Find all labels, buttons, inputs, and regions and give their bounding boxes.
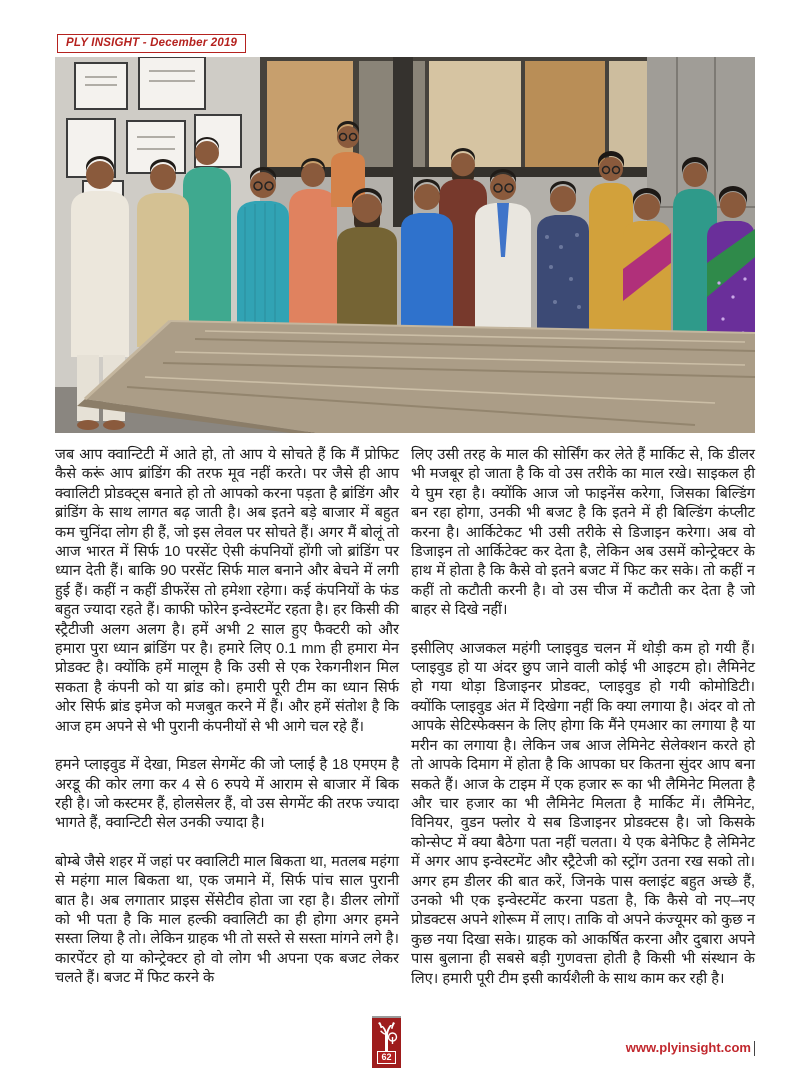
article-paragraph: बोम्बे जैसे शहर में जहां पर क्वालिटी माल बिकता था, मतलब महंगा से महंगा माल बिकता था, एक जमाने में, सिर्फ पांच साल पुरानी बात है। अब लगातार प्राइस सेंसेटीव होता जा रहा है। डीलर लोगों को भी पता है कि माल हल्की क्वालिटी का ही होगा अगर हमने सस्ता लिया है तो। लेकिन ग्राहक भी तो सस्ते से सस्ता मांगने लगे है। कारपेंटर हो या कोन्ट्रेक्टर हो वो लोग भी अपना एक बजट लेकर चलते हैं। बजट में फिट करने के (55, 853, 399, 987)
article-right-column (411, 446, 755, 1008)
article-left-column (55, 446, 399, 1008)
cursor-bar (754, 1041, 755, 1056)
issue-badge: PLY INSIGHT - December 2019 (57, 34, 246, 53)
group-photo-illustration (55, 57, 755, 433)
page-number: 62 (377, 1051, 395, 1064)
website-link: www.plyinsight.com (625, 1040, 751, 1055)
website-footer (0, 1040, 755, 1056)
article-paragraph: हमने प्लाइवुड में देखा, मिडल सेगमेंट की जो प्लाई है 18 एमएम है अरडू की कोर लगा कर 4 से 6 रुपये में आराम से बाजार में बिक रही है। जो कस्टमर हैं, होलसेलर हैं, वो उस सेगमेंट की तरफ ज्यादा भागते हैं, क्वान्टिटी सेल उनकी ज्यादा है। (55, 757, 399, 832)
wood-table (77, 321, 755, 433)
article-paragraph: जब आप क्वान्टिटी में आते हो, तो आप ये सोचते हैं कि मैं प्रोफिट कैसे करूं आप ब्रांडिंग की तरफ मूव नहीं करते। पर जैसे ही आप क्वालिटी प्रोडक्ट्स बनाते हो तो आपको करना पड़ता है ब्रांडिंग और ब्रांडिंग के साथ लागत बढ़ जाती है। अब इतने बड़े बाजार में बहुत कम चुनिंदा लोग ही हैं, जो इस लेवल पर सोचते हैं। अगर मैं बोलूं तो आज भारत में सिर्फ 10 परसेंट ऐसी कंपनियों होंगी जो ब्रांडिंग पर ध्यान देती हैं। बाकि 90 परसेंट सिर्फ माल बनाने और बेचने में लगी हुई हैं। कहीं न कहीं डीफरेंस तो हमेशा रहेगा। कई कंपनियों के फंड बहुत ज्यादा रहते हैं। काफी फोरेन इन्वेस्टमेंट रहता है। हर किसी की स्ट्रैटीजी अलग अलग है। हमें अभी 2 साल हुए फैक्टरी को और हमारा पुरा ध्यान ब्रांडिंग पर है। हमारे लिए 0.1 mm ही हमारा मेन प्रोडक्ट है। क्योंकि हमें मालूम है कि उसी से एक रेकगनीशन मिल सकता है कंपनी को या ब्रांड को। हमारी पूरी टीम का ध्यान सिर्फ ओर सिर्फ ब्रांड इमेज को मजबुत करने में हैं। और हमें संतोश है कि आज हम अपने से भी पुरानी कंपनीयों से भी आगे चल रहे हैं। (55, 447, 399, 735)
group-photo (55, 57, 755, 433)
article-paragraph: इसीलिए आजकल महंगी प्लाइवुड चलन में थोड़ी कम हो गयी हैं। प्लाइवुड हो या अंदर छुप जाने वाली कोई भी आइटम हो। लैमिनेट हो गया थोड़ा डिजाइनर प्रोडक्ट, प्लाइवुड हो गयी कोमोडिटी। क्योंकि प्लाइवुड अंत में दिखेगा नहीं कि क्या लगाया है। अंदर वो तो आपके सेटिस्फेक्सन के लिए होगा कि मैंने एमआर का लगाया है या मरीन का लगाया है। लेकिन जब आज लेमिनेट सेलेक्शन करते हो तो आपके दिमाग में होता है कि आपका घर कितना सुंदर आप बना सकते हैं। आज के टाइम में एक हजार रू का भी लैमिनेट मिलता है और चार हजार का भी लैमिनेट मिलता है मार्किट में। लैमिनेट, विनियर, वुडन फ्लोर ये सब डिजाइनर प्रोडक्टस है। जो किसके कोन्सेप्ट में क्या बैठेगा पता नहीं चलता। ये एक बेनेफिट है लेमिनेट में अगर आप इन्वेस्टमेंट और स्ट्रैटेजी को स्ट्रोंग उतना रख सको तो। अगर हम डीलर की बात करें, जिनके पास क्लाइंट बहुत अच्छे हैं, उनको भी एक इन्वेस्टमेंट करना पडता है, कि कैसे वो नए–नए प्रोडक्टस अपने शोरूम में लाए। ताकि वो अपने कंज्यूमर को कुछ न कुछ नया दिखा सके। ग्राहक को आकर्षित करना और दुबारा अपने पास बुलाना ही सबसे बड़ी गुणवत्ता होती है किसी भी संस्थान के लिए। हमारी पूरी टीम इसी कार्यशैली के साथ काम कर रही है। (411, 640, 755, 987)
article-paragraph: लिए उसी तरह के माल की सोर्सिंग कर लेते हैं मार्किट से, कि डीलर भी मजबूर हो जाता है कि वो उस तरीके का माल रखे। साइकल ही ये घुम रहा है। क्योंकि आज जो फाइनेंस करेगा, जिसका बिल्डिंग बन रहा होगा, उनकी भी बजट है कि इतने में ही बिल्डिंग कंप्लीट करना है। आर्किटेकट भी उसी तरीके से डिजाइन करेगा। अब वो डिजाइन तो आर्किटेक्ट कर देता है, लेकिन अब उसमें कोन्ट्रेक्टर के हाथ में होता है कि कैसे वो इतने बजट में फिट कर सके। तो कहीं न कहीं तो कटौती करनी है। वो उस चीज में कटौती कर देता है जो बाहर से दिखे नहीं। (411, 447, 755, 619)
